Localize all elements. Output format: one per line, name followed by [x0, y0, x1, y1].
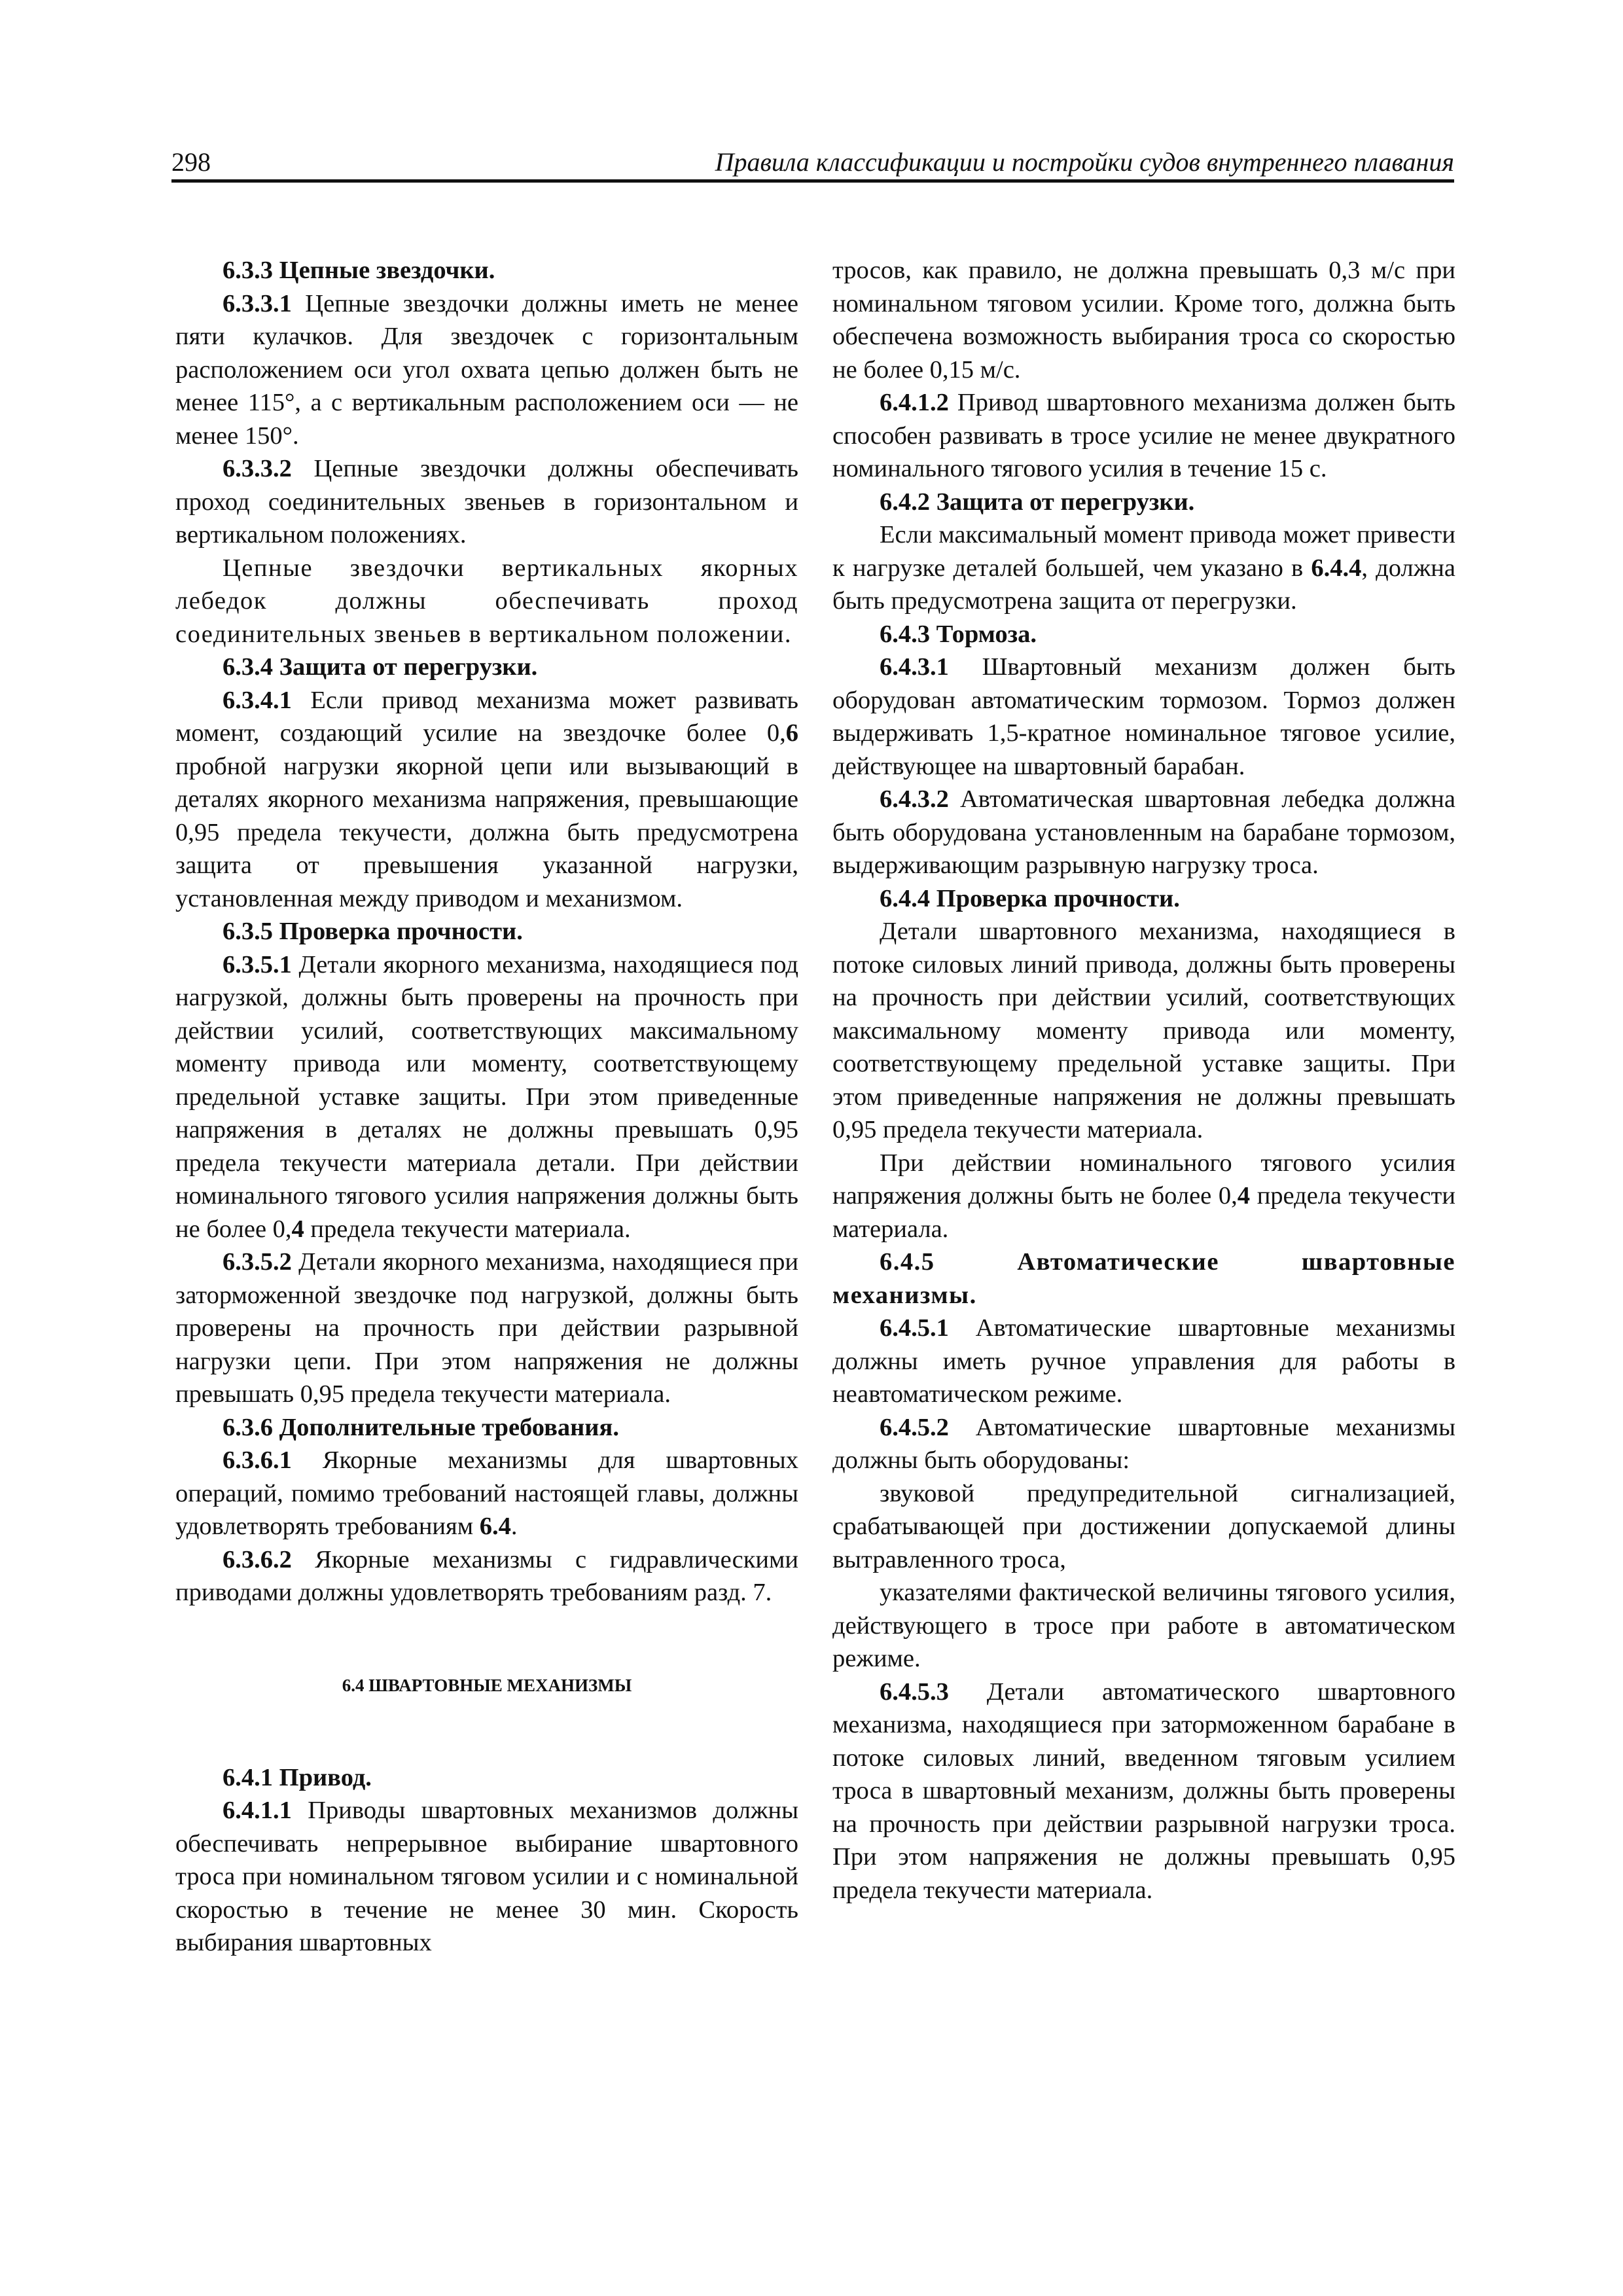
paragraph-text: .: [510, 1513, 518, 1540]
clause-number: 6.4.5.1: [880, 1314, 949, 1342]
paragraph-6-4-5-1: [832, 1312, 1455, 1411]
paragraph-6-4-2: [832, 518, 1455, 618]
paragraph-6-3-5-1: [175, 948, 798, 1246]
paragraph-6-3-6-2: [175, 1543, 798, 1609]
clause-number: 6.3.3.2: [223, 455, 292, 482]
paragraph-text: Детали якорного механизма, находящиеся при заторможенной звездочке под нагрузкой, должны быть проверены на прочность при действии разрывной нагрузки цепи. При этом напряжения не должны превышать 0,95 предела текучести материала.: [175, 1248, 798, 1408]
page-number: 298: [171, 147, 211, 177]
section-reference: 6.4.4: [1311, 554, 1362, 582]
paragraph-6-3-3-1: [175, 287, 798, 453]
heading-6-4-1: 6.4.1 Привод.: [223, 1763, 372, 1791]
list-item-alarm: звуковой предупредительной сигнализацией, срабатывающей при достижении допускаемой длины вытравленного троса,: [832, 1479, 1455, 1573]
clause-number: 6.3.4.1: [223, 686, 292, 714]
paragraph-text: предела текучести материала.: [832, 1182, 1455, 1243]
paragraph-text: Цепные звездочки должны иметь не менее пяти кулачков. Для звездочек с горизонтальным расположением оси угол охвата цепью должен быть не менее 115°, а с вертикальным расположением оси — не менее 150°.: [175, 289, 798, 450]
paragraph-6-4-3-2: [832, 783, 1455, 882]
paragraph-text: Якорные механизмы для швартовных операций, помимо требований настоящей главы, должны удовлетворять требованиям: [175, 1446, 798, 1540]
paragraph-text: Привод швартовного механизма должен быть способен развивать в тросе усилие не менее двукратного номинального тягового усилия в течение 15 с.: [832, 389, 1455, 482]
paragraph-text: Автоматическая швартовная лебедка должна быть оборудована установленным на барабане тормозом, выдерживающим разрывную нагрузку троса.: [832, 785, 1455, 879]
paragraph-text: Детали якорного механизма, находящиеся под нагрузкой, должны быть проверены на прочность при действии усилий, соответствующих максимальному моменту привода или моменту, соответствующему предельной уставке защиты. При этом приведенные напряжения в деталях не должны превышать 0,95 предела текучести материала детали. При действии номинального тягового усилия напряжения должны быть не более 0,: [175, 950, 798, 1243]
clause-number: 6.4.1.2: [880, 389, 949, 416]
paragraph-6-3-3-2: [175, 452, 798, 552]
heading-6-4-5: 6.4.5 Автоматические швартовные механизмы.: [832, 1248, 1455, 1309]
paragraph-6-4-4: Детали швартовного механизма, находящиеся в потоке силовых линий привода, должны быть проверены на прочность при действии усилий, соответствующих максимальному моменту привода или моменту, соответствующему предельной уставке защиты. При этом приведенные напряжения не должны превышать 0,95 предела текучести материала.: [832, 918, 1455, 1143]
paragraph-text: Автоматические швартовные механизмы должны иметь ручное управления для работы в неавтоматическом режиме.: [832, 1314, 1455, 1408]
paragraph-6-4-1-1-continued: тросов, как правило, не должна превышать 0,3 м/с при номинальном тяговом усилии. Кроме того, должна быть обеспечена возможность выбирания троса со скоростью не более 0,15 м/с.: [832, 257, 1455, 384]
paragraph-6-3-4-1: [175, 684, 798, 916]
heading-6-4-4: 6.4.4 Проверка прочности.: [880, 884, 1180, 912]
clause-number: 6.3.6.2: [223, 1545, 292, 1573]
paragraph-text: Если максимальный момент привода может привести к нагрузке деталей большей, чем указано в: [832, 521, 1455, 582]
heading-6-3-6: 6.3.6 Дополнительные требования.: [223, 1413, 619, 1441]
paragraph-text: Если привод механизма может развивать момент, создающий усилие на звездочке более 0,: [175, 686, 798, 747]
clause-number: 6.4.3.1: [880, 653, 949, 681]
section-spacer: [175, 1698, 798, 1761]
left-column: [175, 254, 798, 1960]
paragraph-6-4-1-1: [175, 1794, 798, 1960]
paragraph-text: предела текучести материала.: [304, 1215, 631, 1243]
paragraph-6-3-3-2-extra: Цепные звездочки вертикальных якорных лебедок должны обеспечивать проход соединительных звеньев в вертикальном положении.: [175, 554, 798, 648]
paragraph-text: Цепные звездочки должны обеспечивать проход соединительных звеньев в горизонтальном и вертикальном положениях.: [175, 455, 798, 548]
paragraph-text: , должна быть предусмотрена защита от перегрузки.: [832, 554, 1455, 615]
heading-6-4-3: 6.4.3 Тормоза.: [880, 620, 1037, 648]
paragraph-text: пробной нагрузки якорной цепи или вызывающий в деталях якорного механизма напряжения, превышающие 0,95 предела текучести, должна быть предусмотрена защита от превышения указанной нагрузки, установленная между приводом и механизмом.: [175, 752, 798, 912]
right-column: [832, 254, 1455, 1907]
paragraph-text: Швартовный механизм должен быть оборудован автоматическим тормозом. Тормоз должен выдерживать 1,5-кратное номинальное тяговое усилие, действующее на швартовный барабан.: [832, 653, 1455, 780]
bold-digit: 4: [1237, 1182, 1251, 1210]
paragraph-6-4-4-second: [832, 1147, 1455, 1246]
paragraph-text: Детали автоматического швартовного механизма, находящиеся при заторможенном барабане в потоке силовых линий, введенном тяговым усилием троса в швартовный механизм, должны быть проверены на прочность при действии разрывной нагрузки троса. При этом напряжения не должны превышать 0,95 предела текучести материала.: [832, 1677, 1455, 1904]
clause-number: 6.3.6.1: [223, 1446, 292, 1474]
paragraph-text: При действии номинального тягового усилия напряжения должны быть не более 0,: [832, 1149, 1455, 1210]
paragraph-text: Якорные механизмы с гидравлическими приводами должны удовлетворять требованиям разд. 7.: [175, 1545, 798, 1606]
running-title: Правила классификации и постройки судов внутреннего плавания: [715, 147, 1454, 177]
paragraph-6-4-3-1: [832, 651, 1455, 783]
section-title-6-4: 6.4 ШВАРТОВНЫЕ МЕХАНИЗМЫ: [342, 1675, 632, 1695]
heading-6-3-3: 6.3.3 Цепные звездочки.: [223, 257, 495, 284]
clause-number: 6.3.5.1: [223, 950, 292, 978]
heading-6-4-2: 6.4.2 Защита от перегрузки.: [880, 488, 1195, 516]
clause-number: 6.4.3.2: [880, 785, 949, 813]
paragraph-6-4-1-2: [832, 386, 1455, 486]
clause-number: 6.4.5.2: [880, 1413, 949, 1441]
section-reference: 6.4: [479, 1513, 511, 1540]
clause-number: 6.3.5.2: [223, 1248, 292, 1276]
bold-digit: 4: [291, 1215, 304, 1243]
paragraph-6-4-5-2: [832, 1411, 1455, 1477]
paragraph-6-4-5-3: [832, 1676, 1455, 1907]
paragraph-text: Автоматические швартовные механизмы должны быть оборудованы:: [832, 1413, 1455, 1474]
clause-number: 6.4.1.1: [223, 1797, 292, 1824]
clause-number: 6.4.5.3: [880, 1677, 949, 1706]
bold-digit: 6: [785, 719, 798, 747]
list-item-indicators: указателями фактической величины тягового усилия, действующего в тросе при работе в автоматическом режиме.: [832, 1579, 1455, 1672]
paragraph-6-3-6-1: [175, 1444, 798, 1543]
heading-6-3-4: 6.3.4 Защита от перегрузки.: [223, 653, 538, 681]
paragraph-6-3-5-2: [175, 1246, 798, 1411]
section-spacer: [175, 1609, 798, 1672]
paragraph-text: Приводы швартовных механизмов должны обеспечивать непрерывное выбирание швартовного троса при номинальном тяговом усилии и с номинальной скоростью в течение не менее 30 мин. Скорость выбирания швартовных: [175, 1797, 798, 1956]
clause-number: 6.3.3.1: [223, 289, 292, 317]
page-header: [171, 145, 1454, 183]
heading-6-3-5: 6.3.5 Проверка прочности.: [223, 918, 523, 945]
